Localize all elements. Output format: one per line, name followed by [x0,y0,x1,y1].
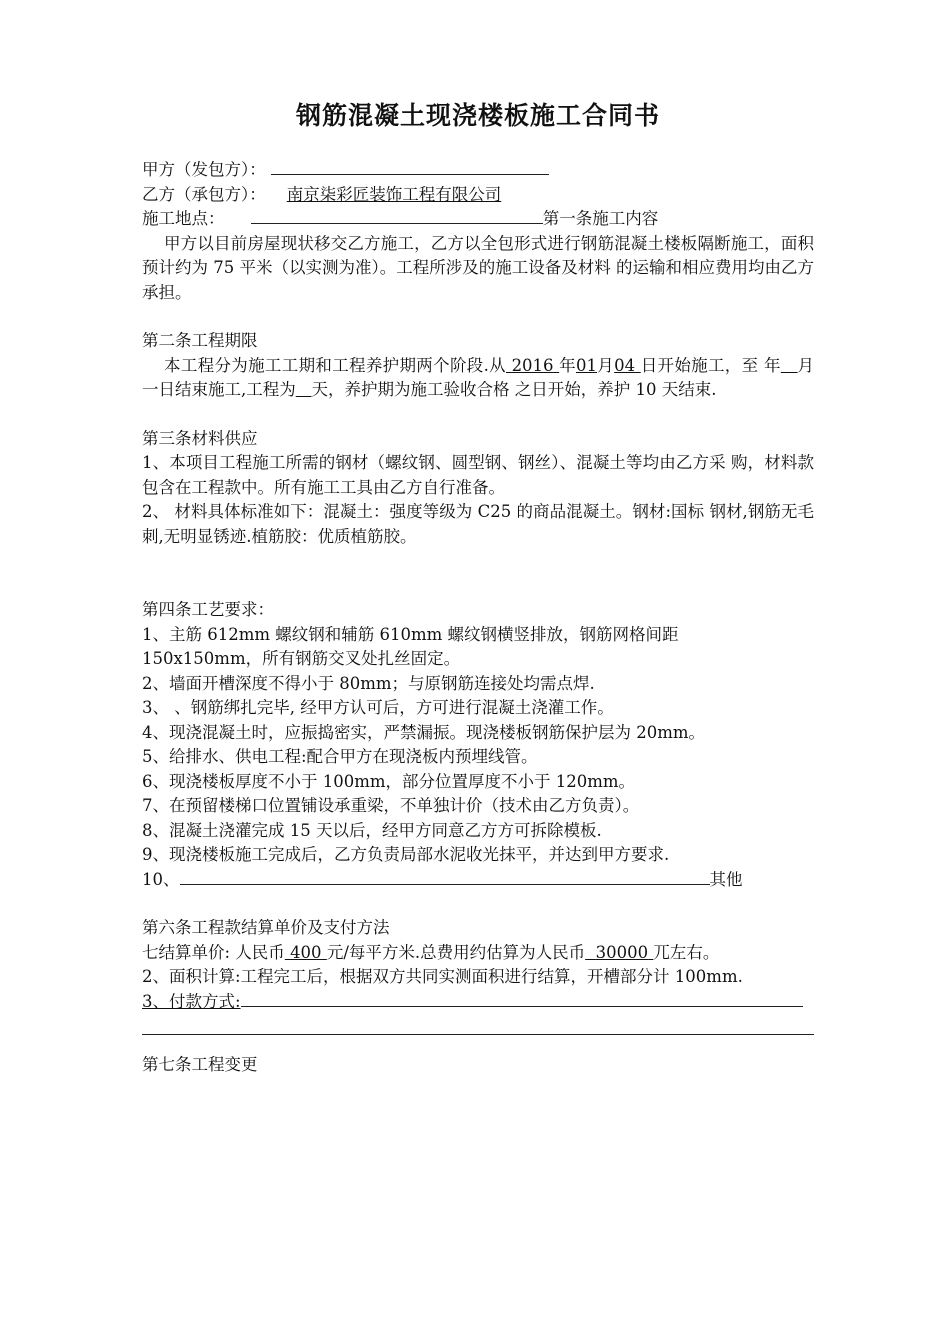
article-2-heading: 第二条工程期限 [142,331,258,350]
payment-blank [241,992,803,1007]
article-1-text: 甲方以目前房屋现状移交乙方施工，乙方以全包形式进行钢筋混凝土楼板隔断施工，面积预计约为 75 平米（以实测为准）。工程所涉及的施工设备及材料 的运输和相应费用均由乙方承担。 [142,233,814,302]
article-7-heading: 第七条工程变更 [142,1055,258,1074]
article-3-item: 1、本项目工程施工所需的钢材（螺纹钢、圆型钢、钢丝）、混凝土等均由乙方采 购，材料款包含在工程款中。所有施工工具由乙方自行准备。 [142,453,814,497]
article-4-item: 2、墙面开槽深度不得小于 80mm；与原钢筋连接处均需点焊. [142,673,595,693]
article-4-item: 9、现浇楼板施工完成后，乙方负责局部水泥收光抹平，并达到甲方要求. [142,845,670,864]
unit-price-value: 400 [290,942,322,962]
unit-price-line [142,941,814,966]
area-calc-line: 2、面积计算:工程完工后，根据双方共同实测面积进行结算，开槽部分计 100mm. [142,967,743,986]
article-6-heading: 第六条工程款结算单价及支付方法 [142,918,390,937]
article-4-item: 3、 、钢筋绑扎完毕, 经甲方认可后，方可进行混凝土浇灌工作。 [142,698,614,717]
unit-price [285,943,327,962]
site-label: 施工地点： [142,209,225,228]
unit-price-mid: 元/每平方米.总费用约估算为人民币 [326,942,586,962]
article-2-part: 月一日结束施工,工程为 [142,355,815,399]
item-10-prefix: 10、 [142,869,180,889]
article-4-item-10 [142,868,814,893]
article-4-heading: 第四条工艺要求： [142,600,274,619]
article-4-item: 150x150mm，所有钢筋交叉处扎丝固定。 [142,649,461,668]
article-2-text [142,354,814,403]
site-blank [251,209,543,224]
article-2-part: 年 [559,355,576,375]
article-4-item: 5、给排水、供电工程:配合甲方在现浇板内预埋线管。 [142,747,538,766]
article-2-part: 月 [596,355,615,375]
start-year [506,356,559,375]
party-b-line [142,183,814,208]
document-title: 钢筋混凝土现浇楼板施工合同书 [295,101,660,130]
unit-price-pre: 七结算单价: 人民币 [142,942,285,962]
start-month-value: 01 [575,355,597,375]
start-year-value: 2016 [511,355,554,375]
party-a-blank [271,160,549,175]
article-1-heading: 第一条施工内容 [542,209,659,228]
party-b-value: 南京柒彩匠装饰工程有限公司 [286,184,502,204]
article-2-part: 日开始施工，至 年 [640,355,781,375]
total-price-value: 30000 [595,942,649,962]
article-4-item: 1、主筋 612mm 螺纹钢和辅筋 610mm 螺纹钢横竖排放，钢筋网格间距 [142,624,679,644]
start-day [614,356,641,375]
payment-line [142,990,814,1015]
item-10-blank [180,870,710,885]
article-4-item: 4、现浇混凝土时，应振捣密实，严禁漏振。现浇楼板钢筋保护层为 20mm。 [142,722,706,742]
item-10-suffix: 其他 [709,869,743,889]
party-a-label: 甲方（发包方）： [142,160,266,179]
payment-label: 3、付款方式: [142,991,241,1011]
party-b-label: 乙方（承包方）： [142,184,266,204]
article-4-item: 8、混凝土浇灌完成 15 天以后，经甲方同意乙方方可拆除模板. [142,820,602,840]
article-3-item: 2、 材料具体标准如下：混凝土：强度等级为 C25 的商品混凝土。钢材:国标 钢材,钢筋无毛刺,无明显锈迹.植筋胶：优质植筋胶。 [142,502,814,546]
signature-rule [142,1014,814,1035]
start-month [576,356,597,375]
total-price [585,943,653,962]
end-blank [781,356,798,375]
article-4-item: 6、现浇楼板厚度不小于 100mm，部分位置厚度不小于 120mm。 [142,771,636,791]
article-3-heading: 第三条材料供应 [142,428,258,448]
days-blank [296,380,312,399]
article-2-part: 天，养护期为施工验收合格 之日开始，养护 10 天结束. [311,380,717,399]
start-day-value: 04 [614,355,636,375]
unit-price-post: 兀左右。 [653,942,720,962]
article-2-part: 本工程分为施工工期和工程养护期两个阶段.从 [164,355,506,375]
site-line [142,207,814,232]
party-a-line [142,158,814,183]
contract-page [142,96,814,1078]
article-4-item: 7、在预留楼梯口位置铺设承重梁，不单独计价（技术由乙方负责）。 [142,796,640,815]
